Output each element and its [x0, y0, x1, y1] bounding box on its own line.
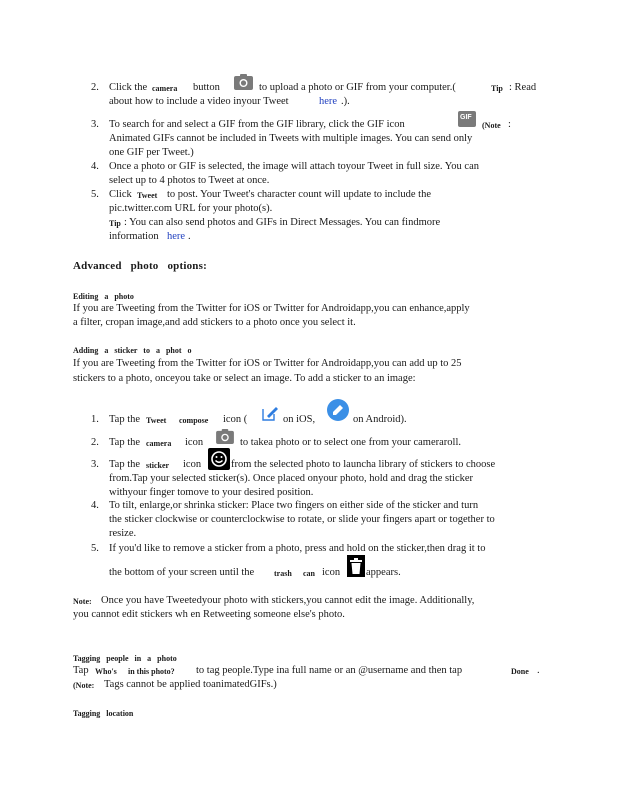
list-text: on Android). [353, 414, 407, 425]
here-link[interactable]: here [167, 231, 186, 242]
bold-term: compose [179, 416, 209, 425]
bold-term: trash [274, 569, 292, 578]
list-text: from the selected photo to launcha library of stickers to choose [231, 459, 496, 470]
list-number: 1. [91, 414, 99, 425]
note-label: Note: [73, 597, 92, 606]
list-text: If you'd like to remove a sticker from a photo, press and hold on the sticker,then drag it to [109, 543, 486, 554]
bold-term: camera [146, 439, 172, 448]
bold-term: Tip [491, 84, 503, 93]
list-text: Animated GIFs cannot be included in Tweets with multiple images. You can send only [109, 133, 473, 144]
list-number: 5. [91, 543, 99, 554]
list-text: .). [341, 96, 350, 107]
list-text: Tap the [109, 459, 141, 470]
list-text: icon [322, 567, 341, 578]
trash-icon [347, 555, 365, 577]
list-number: 4. [91, 161, 99, 172]
list-text: Click [109, 189, 132, 200]
list-number: 3. [91, 119, 99, 130]
subsection-title: Tagging people in a photo [73, 654, 177, 663]
list-number: 2. [91, 437, 99, 448]
list-text: to upload a photo or GIF from your computer.( [259, 82, 456, 93]
list-number: 2. [91, 82, 99, 93]
list-text: icon [185, 437, 204, 448]
list-text: to takea photo or to select one from your cameraroll. [240, 437, 462, 448]
bold-term: Done [511, 667, 529, 676]
list-text: Tap the [109, 414, 141, 425]
list-text: resize. [109, 528, 137, 539]
list-text: : [508, 119, 511, 130]
bold-term: (Note: [73, 681, 95, 690]
list-number: 5. [91, 189, 99, 200]
gif-icon-label: GIF [460, 114, 472, 121]
paragraph-line: . [537, 665, 540, 676]
list-text: on iOS, [283, 414, 316, 425]
subsection-title: Adding a sticker to a phot o [73, 346, 192, 355]
list-text: To tilt, enlarge,or shrinka sticker: Place two fingers on either side of the sticker and turn [109, 500, 479, 511]
list-number: 4. [91, 500, 99, 511]
subsection-title: Tagging location [73, 709, 134, 718]
paragraph-line: Once you have Tweetedyour photo with stickers,you cannot edit the image. Additionally, [101, 595, 475, 606]
list-text: . [188, 231, 191, 242]
camera-icon [234, 74, 253, 90]
list-text: about how to include a video inyour Tweet [109, 96, 289, 107]
android-compose-icon [327, 399, 349, 421]
paragraph-line: If you are Tweeting from the Twitter for iOS or Twitter for Androidapp,you can enhance,apply [73, 303, 470, 314]
list-text: from.Tap your selected sticker(s). Once placed onyour photo, hold and drag the sticker [109, 473, 474, 484]
list-number: 3. [91, 459, 99, 470]
list-text: Once a photo or GIF is selected, the image will attach toyour Tweet in full size. You can [109, 161, 479, 172]
subsection-title: Editing a photo [73, 292, 134, 301]
list-text: pic.twitter.com URL for your photo(s). [109, 203, 273, 214]
sticker-icon [208, 448, 230, 470]
section-heading: Advanced photo options: [73, 260, 207, 272]
list-text: To search for and select a GIF from the GIF library, click the GIF icon [109, 119, 405, 130]
bold-term: in this photo? [128, 667, 175, 676]
paragraph-line: to tag people.Type ina full name or an @username and then tap [196, 665, 463, 676]
paragraph-line: Tap [73, 665, 89, 676]
bold-term: Tweet [137, 191, 158, 200]
list-text: the bottom of your screen until the [109, 567, 255, 578]
list-text: to post. Your Tweet's character count will update to include the [167, 189, 431, 200]
bold-term: Tip [109, 219, 121, 228]
list-text: withyour finger tomove to your desired position. [109, 487, 314, 498]
bold-term: Tweet [146, 416, 167, 425]
list-text: one GIF per Tweet.) [109, 147, 194, 158]
list-text: : Read [509, 82, 537, 93]
list-text: : You can also send photos and GIFs in Direct Messages. You can findmore [124, 217, 441, 228]
bold-term: (Note [482, 121, 501, 130]
bold-term: sticker [146, 461, 170, 470]
bold-term: Who's [95, 667, 117, 676]
bold-term: can [303, 569, 315, 578]
paragraph-line: stickers to a photo, onceyou take or select an image. To add a sticker to an image: [73, 373, 416, 384]
list-text: icon [183, 459, 202, 470]
list-text: appears. [366, 567, 401, 578]
ios-compose-icon [262, 405, 279, 421]
here-link[interactable]: here [319, 96, 338, 107]
gif-icon [458, 111, 476, 127]
bold-term: camera [152, 84, 178, 93]
list-text: the sticker clockwise or counterclockwise to rotate, or slide your fingers apart or together to [109, 514, 495, 525]
list-text: Click the [109, 82, 148, 93]
list-text: button [193, 82, 220, 93]
paragraph-line: a filter, cropan image,and add stickers to a photo once you select it. [73, 317, 356, 328]
list-text: information [109, 231, 159, 242]
paragraph-line: If you are Tweeting from the Twitter for iOS or Twitter for Androidapp,you can add up to 25 [73, 358, 462, 369]
paragraph-line: you cannot edit stickers wh en Retweeting someone else's photo. [73, 609, 345, 620]
list-text: Tap the [109, 437, 141, 448]
list-text: icon ( [223, 414, 248, 425]
list-text: select up to 4 photos to Tweet at once. [109, 175, 270, 186]
camera-icon [216, 429, 234, 444]
paragraph-line: Tags cannot be applied toanimatedGIFs.) [104, 679, 277, 690]
